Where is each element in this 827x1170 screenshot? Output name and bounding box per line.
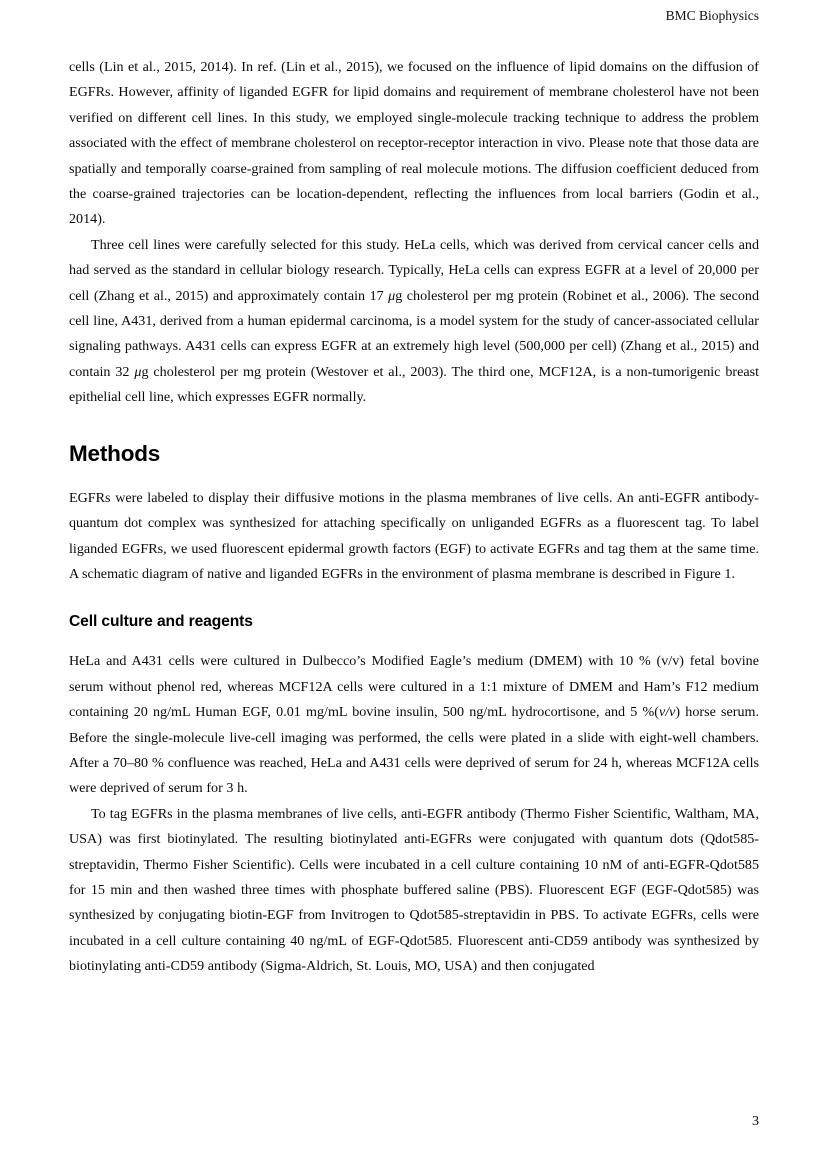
paragraph-tagging: To tag EGFRs in the plasma membranes of live cells, anti-EGFR antibody (Thermo Fisher Scientific, Waltham, MA, USA) was first biotinylated. The resulting biotinylated anti-EGFRs were conjugated with quantum dots (Qdot585-streptavidin, Thermo Fisher Scientific). Cells were incubated in a cell culture containing 10 nM of anti-EGFR-Qdot585 for 15 min and then washed three times with phosphate buffered saline (PBS). Fluorescent EGF (EGF-Qdot585) was synthesized by conjugating biotin-EGF from Invitrogen to Qdot585-streptavidin in PBS. To activate EGFRs, cells were incubated in a cell culture containing 40 ng/mL of EGF-Qdot585. Fluorescent anti-CD59 antibody was synthesized by biotinylating anti-CD59 antibody (Sigma-Aldrich, St. Louis, MO, USA) and then conjugated	[69, 805, 759, 975]
paragraph-cell-culture	[69, 649, 759, 801]
paragraph-cell-culture-part-a: HeLa and A431 cells were cultured in Dulbecco’s Modified Eagle’s medium (DMEM) with 10 % (v/v) fetal bovine serum without phenol red, whereas MCF12A cells were cultured in a 1:1 mixture of DMEM and Ham’s F12 medium containing 20 ng/mL Human EGF, 0.01 mg/mL bovine insulin, 500 ng/mL hydrocortisone, and 5 %(	[69, 653, 759, 721]
micro-symbol-2: μ	[134, 363, 142, 380]
text-column	[69, 55, 759, 980]
micro-symbol-1: μ	[388, 287, 396, 304]
paragraph-continued-intro: cells (Lin et al., 2015, 2014). In ref. (Lin et al., 2015), we focused on the influence of lipid domains on the diffusion of EGFRs. However, affinity of liganded EGFR for lipid domains and requirement of membrane cholesterol have not been verified on different cell lines. In this study, we employed single-molecule tracking technique to address the problem associated with the effect of membrane cholesterol on receptor-receptor interaction in vivo. Please note that those data are spatially and temporally coarse-grained from sampling of real molecule motions. The diffusion coefficient deduced from the coarse-grained trajectories can be location-dependent, reflecting the influences from local barriers (Godin et al., 2014).	[69, 59, 759, 228]
page-number: 3	[751, 1113, 759, 1129]
paragraph-cell-lines-part-a: Three cell lines were carefully selected for this study. HeLa cells, which was derived from cervical cancer cells and had served as the standard in cellular biology research. Typically, HeLa cells can express EGFR at a level of 20,000 per cell (Zhang et al., 2015) and approximately contain 17	[69, 236, 759, 304]
running-head: BMC Biophysics	[665, 8, 759, 23]
spacer-after-methods	[69, 467, 759, 486]
paragraph-cell-lines-part-b: g cholesterol per mg protein (Robinet et al., 2006). The second cell line, A431, derived from a human epidermal carcinoma, is a model system for the study of cancer-associated cellular signaling pathways. A431 cells can express EGFR at an extremely high level (500,000 per cell) (Zhang et al., 2015) and contain 32	[69, 287, 759, 380]
paragraph-methods-intro: EGFRs were labeled to display their diffusive motions in the plasma membranes of live cells. An anti-EGFR antibody-quantum dot complex was synthesized for attaching specifically on unliganded EGFRs as a fluorescent tag. To label liganded EGFRs, we used fluorescent epidermal growth factors (EGF) to activate EGFRs and tag them at the same time. A schematic diagram of native and liganded EGFRs in the environment of plasma membrane is described in Figure 1.	[69, 489, 759, 582]
paragraph-cell-lines-part-c: g cholesterol per mg protein (Westover et al., 2003). The third one, MCF12A, is a non-tumorigenic breast epithelial cell line, which expresses EGFR normally.	[69, 363, 759, 406]
paragraph-cell-culture-part-b: ) horse serum. Before the single-molecule live-cell imaging was performed, the cells were plated in a slide with eight-well chambers. After a 70–80 % confluence was reached, HeLa and A431 cells were deprived of serum for 24 h, whereas MCF12A cells were deprived of serum for 3 h.	[69, 704, 759, 797]
italic-volume-ratio: v/v	[658, 704, 676, 721]
paragraph-cell-lines	[69, 233, 759, 411]
spacer-before-cell-culture	[69, 587, 759, 612]
spacer-before-methods	[69, 411, 759, 441]
spacer-after-cell-culture	[69, 632, 759, 649]
subsection-heading-cell-culture: Cell culture and reagents	[69, 613, 253, 631]
section-heading-methods: Methods	[69, 440, 161, 466]
